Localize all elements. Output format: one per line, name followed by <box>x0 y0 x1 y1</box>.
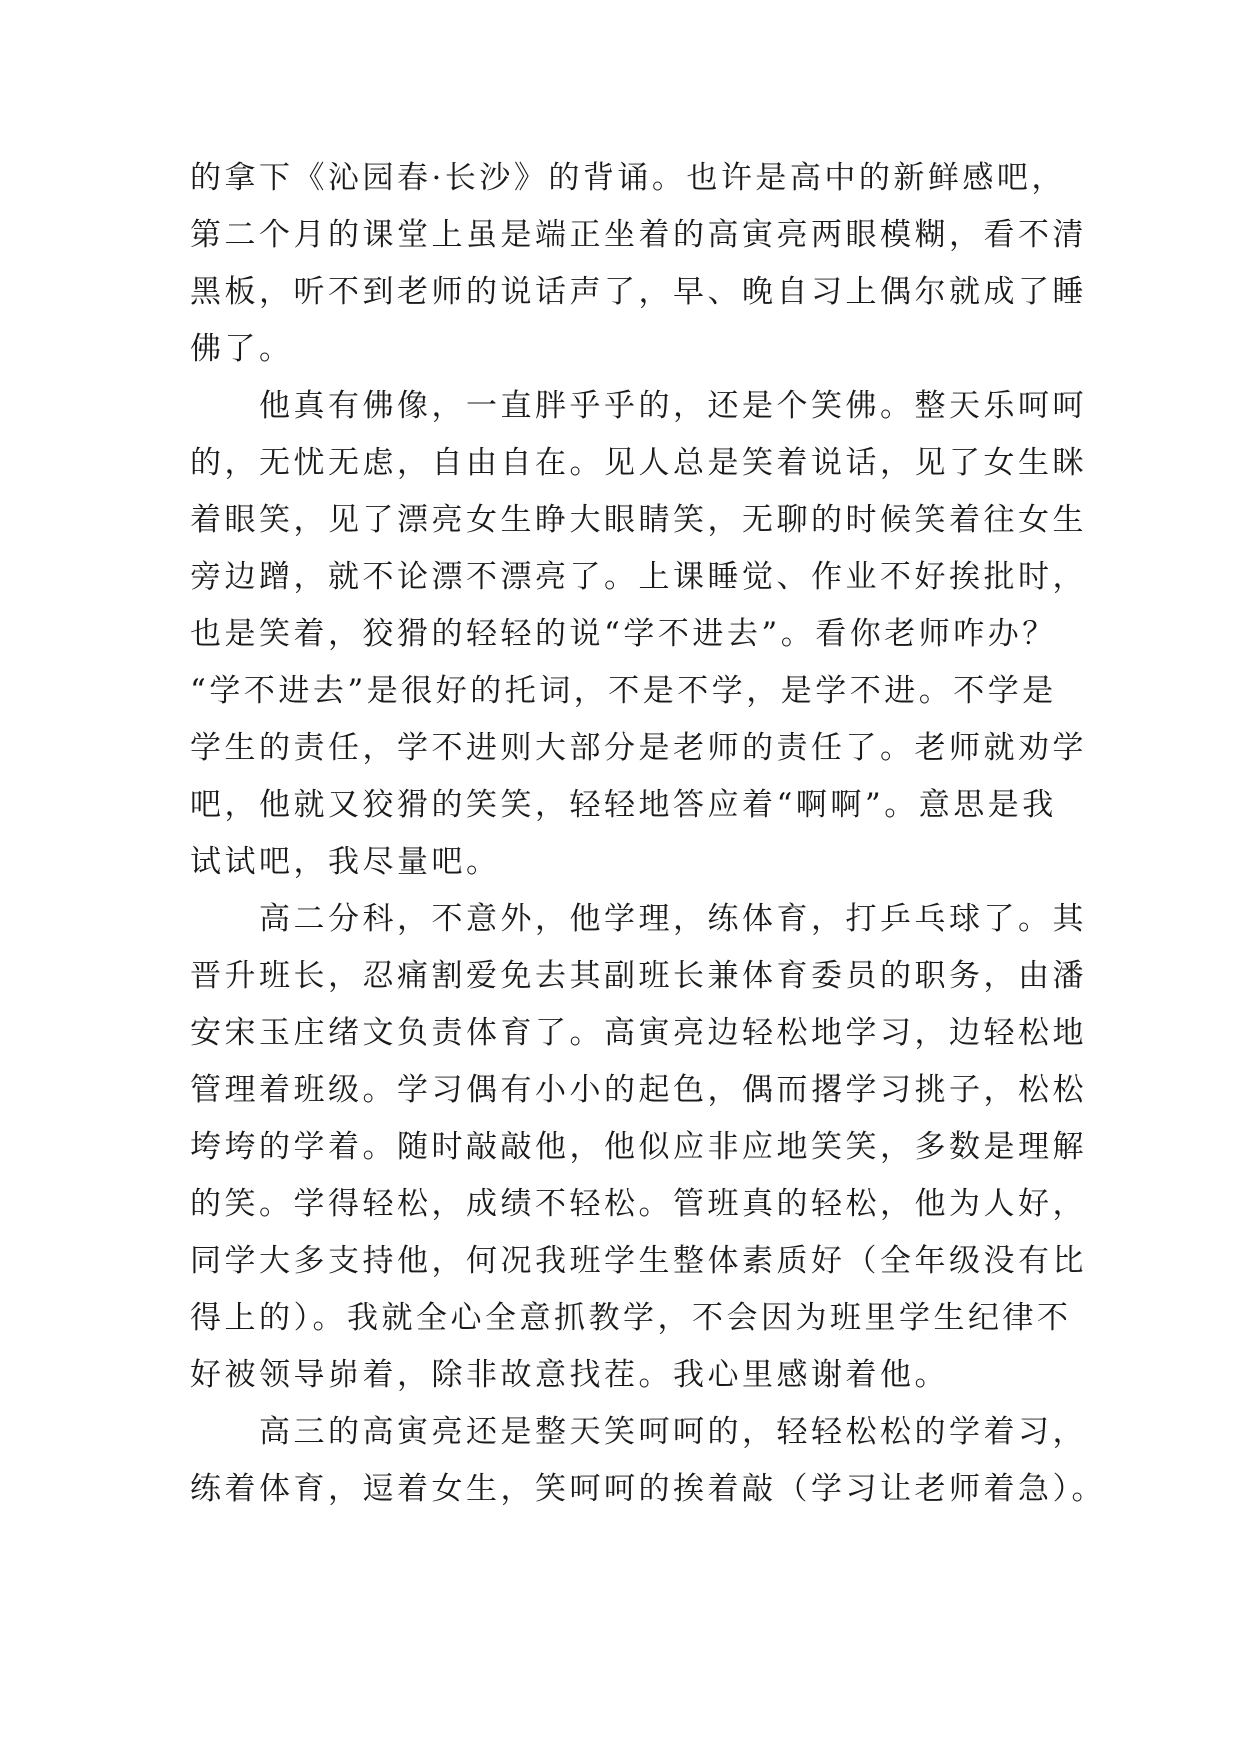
text-line: 安宋玉庄绪文负责体育了。高寅亮边轻松地学习，边轻松地 <box>190 1015 1087 1051</box>
text-line: 高三的高寅亮还是整天笑呵呵的，轻轻松松的学着习， <box>190 1414 1087 1450</box>
text-line: 他真有佛像，一直胖乎乎的，还是个笑佛。整天乐呵呵 <box>190 388 1087 424</box>
text-line: 黑板，听不到老师的说话声了，早、晚自习上偶尔就成了睡 <box>190 274 1087 310</box>
text-line: 同学大多支持他，何况我班学生整体素质好（全年级没有比 <box>190 1243 1087 1279</box>
text-line: 第二个月的课堂上虽是端正坐着的高寅亮两眼模糊，看不清 <box>190 217 1087 253</box>
text-line: 旁边蹭，就不论漂不漂亮了。上课睡觉、作业不好挨批时， <box>190 559 1087 595</box>
text-line: 高二分科，不意外，他学理，练体育，打乒乓球了。其 <box>190 901 1087 937</box>
body-text <box>190 150 1106 1518</box>
text-line: 练着体育，逗着女生，笑呵呵的挨着敲（学习让老师着急）。 <box>190 1471 1106 1507</box>
text-line: 试试吧，我尽量吧。 <box>190 844 501 880</box>
text-line: 垮垮的学着。随时敲敲他，他似应非应地笑笑，多数是理解 <box>190 1129 1087 1165</box>
text-line: 的，无忧无虑，自由自在。见人总是笑着说话，见了女生眯 <box>190 445 1087 481</box>
text-line: 的拿下《沁园春·长沙》的背诵。也许是高中的新鲜感吧， <box>190 160 1066 196</box>
text-line: 着眼笑，见了漂亮女生睁大眼睛笑，无聊的时候笑着往女生 <box>190 502 1087 538</box>
text-line: 管理着班级。学习偶有小小的起色，偶而撂学习挑子，松松 <box>190 1072 1087 1108</box>
text-line: 也是笑着，狡猾的轻轻的说“学不进去”。看你老师咋办？ <box>190 616 1057 652</box>
text-line: 吧，他就又狡猾的笑笑，轻轻地答应着“啊啊”。意思是我 <box>190 787 1057 823</box>
text-line: “学不进去”是很好的托词，不是不学，是学不进。不学是 <box>190 673 1057 709</box>
text-line: 好被领导峁着，除非故意找茬。我心里感谢着他。 <box>190 1357 949 1393</box>
text-line: 的笑。学得轻松，成绩不轻松。管班真的轻松，他为人好， <box>190 1186 1087 1222</box>
text-line: 佛了。 <box>190 331 294 367</box>
text-line: 学生的责任，学不进则大部分是老师的责任了。老师就劝学 <box>190 730 1087 766</box>
text-line: 得上的）。我就全心全意抓教学，不会因为班里学生纪律不 <box>190 1300 1072 1336</box>
text-line: 晋升班长，忍痛割爱免去其副班长兼体育委员的职务，由潘 <box>190 958 1087 994</box>
